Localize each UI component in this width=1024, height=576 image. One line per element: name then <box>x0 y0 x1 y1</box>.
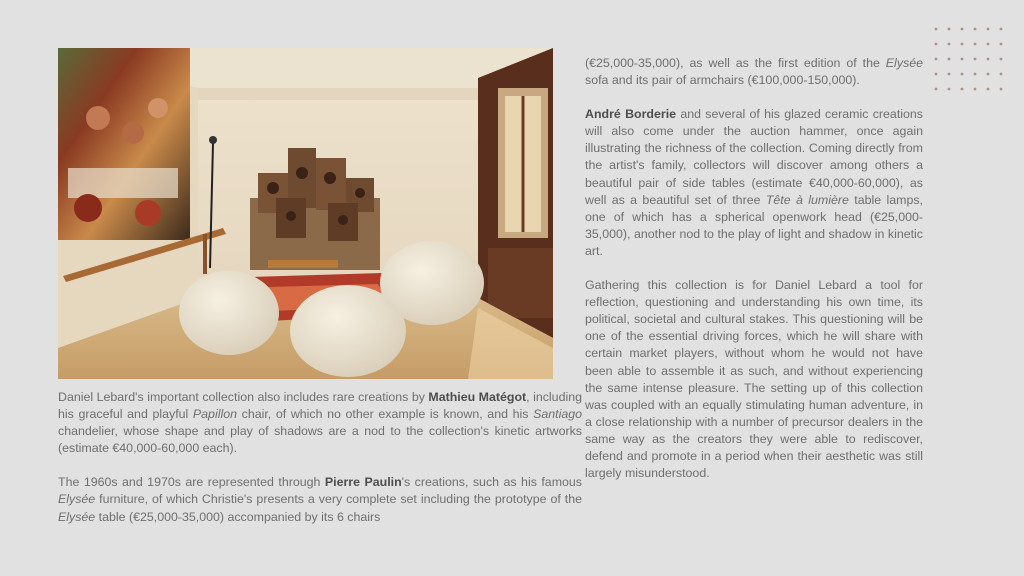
paragraph-collection-reflection: Gathering this collection is for Daniel Lebard a tool for reflection, questioning and understanding his own time, its political, societal and cultural stakes. This questioning will be one of the essential driving forces, which he will share with certain market players, without whom he would not have been able to assemble it as such, and without experiencing the same intense pleasure. The setting up of this collection was coupled with an equally stimulating human adventure, in a close relationship with a number of precursor dealers in the same way as the creators they were able to rediscover, defend and promote in a period when their aesthetic was still largely misunderstood. <box>585 278 923 481</box>
decorative-dot <box>961 73 964 76</box>
decorative-dot <box>948 88 951 91</box>
decorative-dot <box>961 43 964 46</box>
decorative-dot <box>974 88 977 91</box>
decorative-dot <box>1000 88 1003 91</box>
decorative-dot <box>961 28 964 31</box>
decorative-dot <box>974 73 977 76</box>
decorative-dot <box>987 28 990 31</box>
decorative-dot <box>987 73 990 76</box>
decorative-dot <box>948 28 951 31</box>
decorative-dot <box>948 73 951 76</box>
decorative-dot <box>1000 73 1003 76</box>
decorative-dot <box>935 58 938 61</box>
decorative-dot <box>935 28 938 31</box>
decorative-dot <box>987 88 990 91</box>
dot-grid-decoration <box>930 24 1010 94</box>
decorative-dot <box>935 73 938 76</box>
paragraph-borderie: André Borderie and several of his glazed ceramic creations will also come under the auction hammer, once again illustrating the richness of the collection. Coming directly from the artist's family, collectors will discover among others a beautiful pair of side tables (estimate €40,000-60,000), as well as a beautiful set of three Tête à lumière table lamps, one of which has a spherical openwork head (€25,000-35,000), another nod to the play of light and shadow in kinetic art. <box>585 107 923 258</box>
name-mathieu-matego: Mathieu Matégot <box>428 390 527 404</box>
decorative-dot <box>987 43 990 46</box>
decorative-dot <box>935 43 938 46</box>
paragraph-paulin: The 1960s and 1970s are represented through Pierre Paulin's creations, such as his famous Elysée furniture, of which Christie's presents a very complete set including the prototype of the Elysée table (€25,000-35,000) accompanied by its 6 chairs <box>58 475 582 524</box>
name-andre-borderie: André Borderie <box>585 107 677 122</box>
decorative-dot <box>961 88 964 91</box>
decorative-dot <box>948 58 951 61</box>
paragraph-matego: Daniel Lebard's important collection also includes rare creations by Mathieu Matégot, including his graceful and playful Papillon chair, of which no other example is known, and his Santiago chandelier, whose shape and play of shadows are a nod to the collection's kinetic artworks (estimate €40,000-60,000 each). <box>58 390 582 456</box>
decorative-dot <box>974 58 977 61</box>
decorative-dot <box>961 58 964 61</box>
paragraph-elysee-continued: (€25,000-35,000), as well as the first edition of the Elysée sofa and its pair of armchairs (€100,000-150,000). <box>585 56 923 88</box>
decorative-dot <box>948 43 951 46</box>
living-room-photo <box>58 48 553 379</box>
decorative-dot <box>974 43 977 46</box>
decorative-dot <box>974 28 977 31</box>
right-column <box>585 55 923 499</box>
decorative-dot <box>1000 58 1003 61</box>
decorative-dot <box>1000 43 1003 46</box>
left-column <box>58 389 582 543</box>
decorative-dot <box>987 58 990 61</box>
decorative-dot <box>1000 28 1003 31</box>
name-pierre-paulin: Pierre Paulin <box>324 475 402 490</box>
decorative-dot <box>935 88 938 91</box>
